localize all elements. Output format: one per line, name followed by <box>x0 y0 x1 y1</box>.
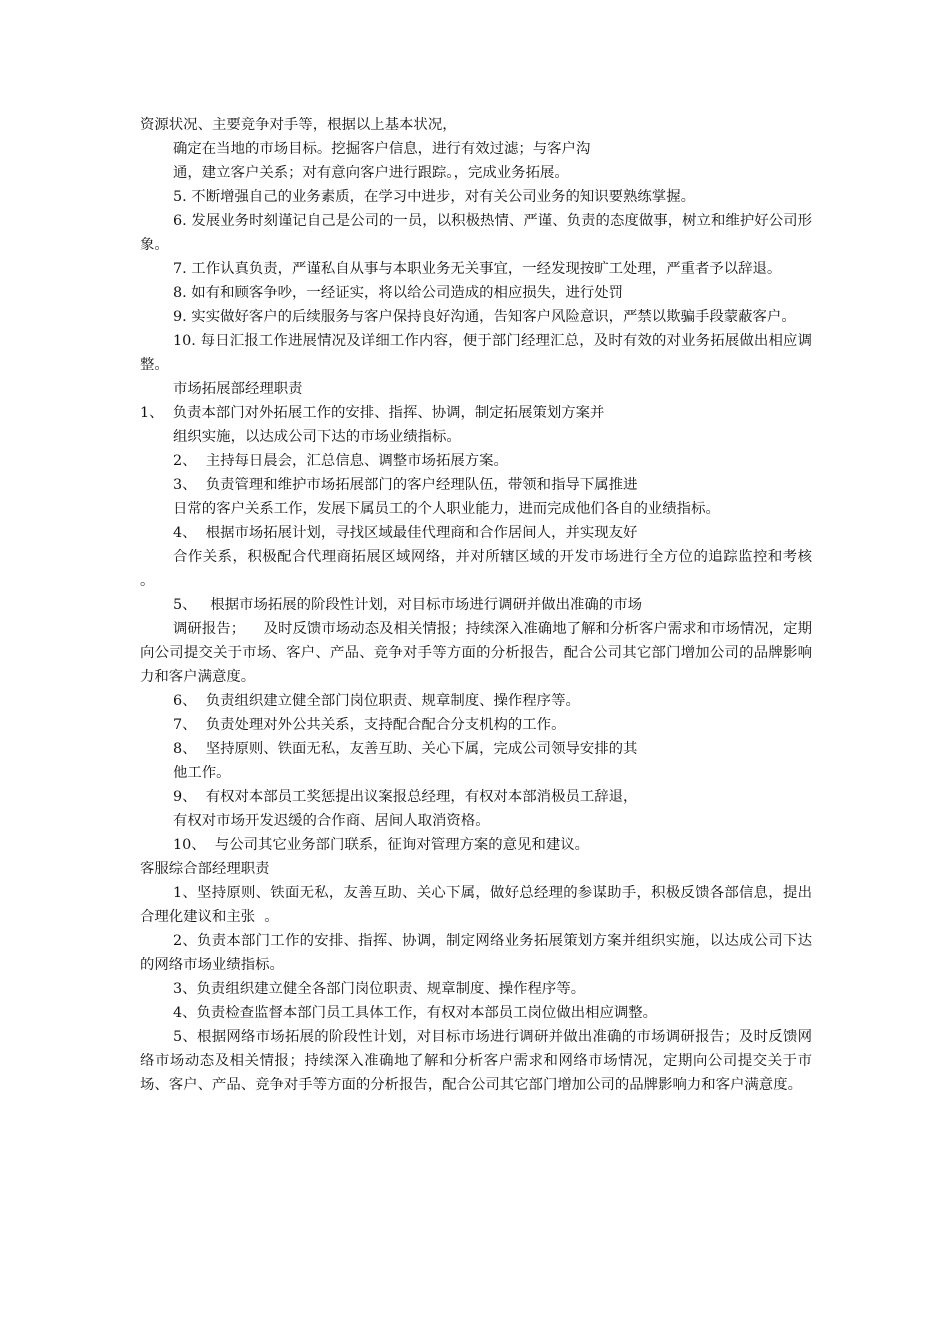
market-item-3-cont: 日常的客户关系工作，发展下属员工的个人职业能力，进而完成他们各自的业绩指标。 <box>173 501 720 517</box>
service-item-1: 1、坚持原则、铁面无私，友善互助、关心下属，做好总经理的参谋助手，积极反馈各部信息，提出合理化建议和主张 。 <box>140 885 812 925</box>
paragraph-1: 确定在当地的市场目标。挖掘客户信息，进行有效过滤；与客户沟 <box>173 141 591 157</box>
item-8: 8. 如有和顾客争吵，一经证实，将以给公司造成的相应损失，进行处罚 <box>173 285 624 301</box>
service-item-4: 4、负责检查监督本部门员工具体工作，有权对本部员工岗位做出相应调整。 <box>173 1005 658 1021</box>
service-item-5: 5、根据网络市场拓展的阶段性计划，对目标市场进行调研并做出准确的市场调研报告；及时反馈网络市场动态及相关情报；持续深入准确地了解和分析客户需求和网络市场情况，定期向公司提交关于市场、客户、产品、竞争对手等方面的分析报告，配合公司其它部门增加公司的品牌影响力和客户满意度。 <box>140 1029 812 1093</box>
section-heading-service: 客服综合部经理职责 <box>140 861 270 877</box>
item-5: 5. 不断增强自己的业务素质，在学习中进步，对有关公司业务的知识要熟练掌握。 <box>173 189 695 205</box>
item-10: 10. 每日汇报工作进展情况及详细工作内容，便于部门经理汇总，及时有效的对业务拓展做出相应调整。 <box>140 333 812 373</box>
market-item-2: 2、 主持每日晨会，汇总信息、调整市场拓展方案。 <box>173 453 508 469</box>
market-item-5-cont: 调研报告； 及时反馈市场动态及相关情报；持续深入准确地了解和分析客户需求和市场情况，定期向公司提交关于市场、客户、产品、竞争对手等方面的分析报告，配合公司其它部门增加公司的品牌影响力和客户满意度。 <box>140 621 812 685</box>
market-item-4: 4、 根据市场拓展计划，寻找区域最佳代理商和合作居间人，并实现友好 <box>173 525 638 541</box>
market-item-3: 3、 负责管理和维护市场拓展部门的客户经理队伍，带领和指导下属推进 <box>173 477 638 493</box>
market-item-6: 6、 负责组织建立健全部门岗位职责、规章制度、操作程序等。 <box>173 693 580 709</box>
market-item-10: 10、 与公司其它业务部门联系，征询对管理方案的意见和建议。 <box>173 837 590 853</box>
market-item-7: 7、 负责处理对外公共关系，支持配合配合分支机构的工作。 <box>173 717 566 733</box>
document-page <box>140 113 826 1097</box>
item-6: 6. 发展业务时刻谨记自己是公司的一员，以积极热情、严谨、负责的态度做事，树立和维护好公司形象。 <box>140 213 812 253</box>
market-item-1: 1、 负责本部门对外拓展工作的安排、指挥、协调，制定拓展策划方案并 <box>140 405 605 421</box>
service-item-2: 2、负责本部门工作的安排、指挥、协调，制定网络业务拓展策划方案并组织实施，以达成公司下达的网络市场业绩指标。 <box>140 933 812 973</box>
market-item-9: 9、 有权对本部员工奖惩提出议案报总经理，有权对本部消极员工辞退， <box>173 789 638 805</box>
market-item-4-cont: 合作关系，积极配合代理商拓展区域网络，并对所辖区域的开发市场进行全方位的追踪监控和考核 。 <box>140 549 826 589</box>
market-item-5: 5、 根据市场拓展的阶段性计划，对目标市场进行调研并做出准确的市场 <box>173 597 642 613</box>
section-heading-market: 市场拓展部经理职责 <box>173 381 303 397</box>
market-item-9-cont: 有权对市场开发迟缓的合作商、居间人取消资格。 <box>173 813 490 829</box>
paragraph-0: 资源状况、主要竞争对手等，根据以上基本状况， <box>140 117 457 133</box>
market-item-8: 8、 坚持原则、铁面无私，友善互助、关心下属，完成公司领导安排的其 <box>173 741 638 757</box>
paragraph-2: 通，建立客户关系；对有意向客户进行跟踪。，完成业务拓展。 <box>173 165 569 181</box>
market-item-1-cont: 组织实施，以达成公司下达的市场业绩指标。 <box>173 429 461 445</box>
service-item-3: 3、负责组织建立健全各部门岗位职责、规章制度、操作程序等。 <box>173 981 586 997</box>
item-9: 9. 实实做好客户的后续服务与客户保持良好沟通，告知客户风险意识，严禁以欺骗手段蒙蔽客户。 <box>173 309 796 325</box>
market-item-8-cont: 他工作。 <box>173 765 231 781</box>
item-7: 7. 工作认真负责，严谨私自从事与本职业务无关事宜，一经发现按旷工处理，严重者予以辞退。 <box>173 261 782 277</box>
